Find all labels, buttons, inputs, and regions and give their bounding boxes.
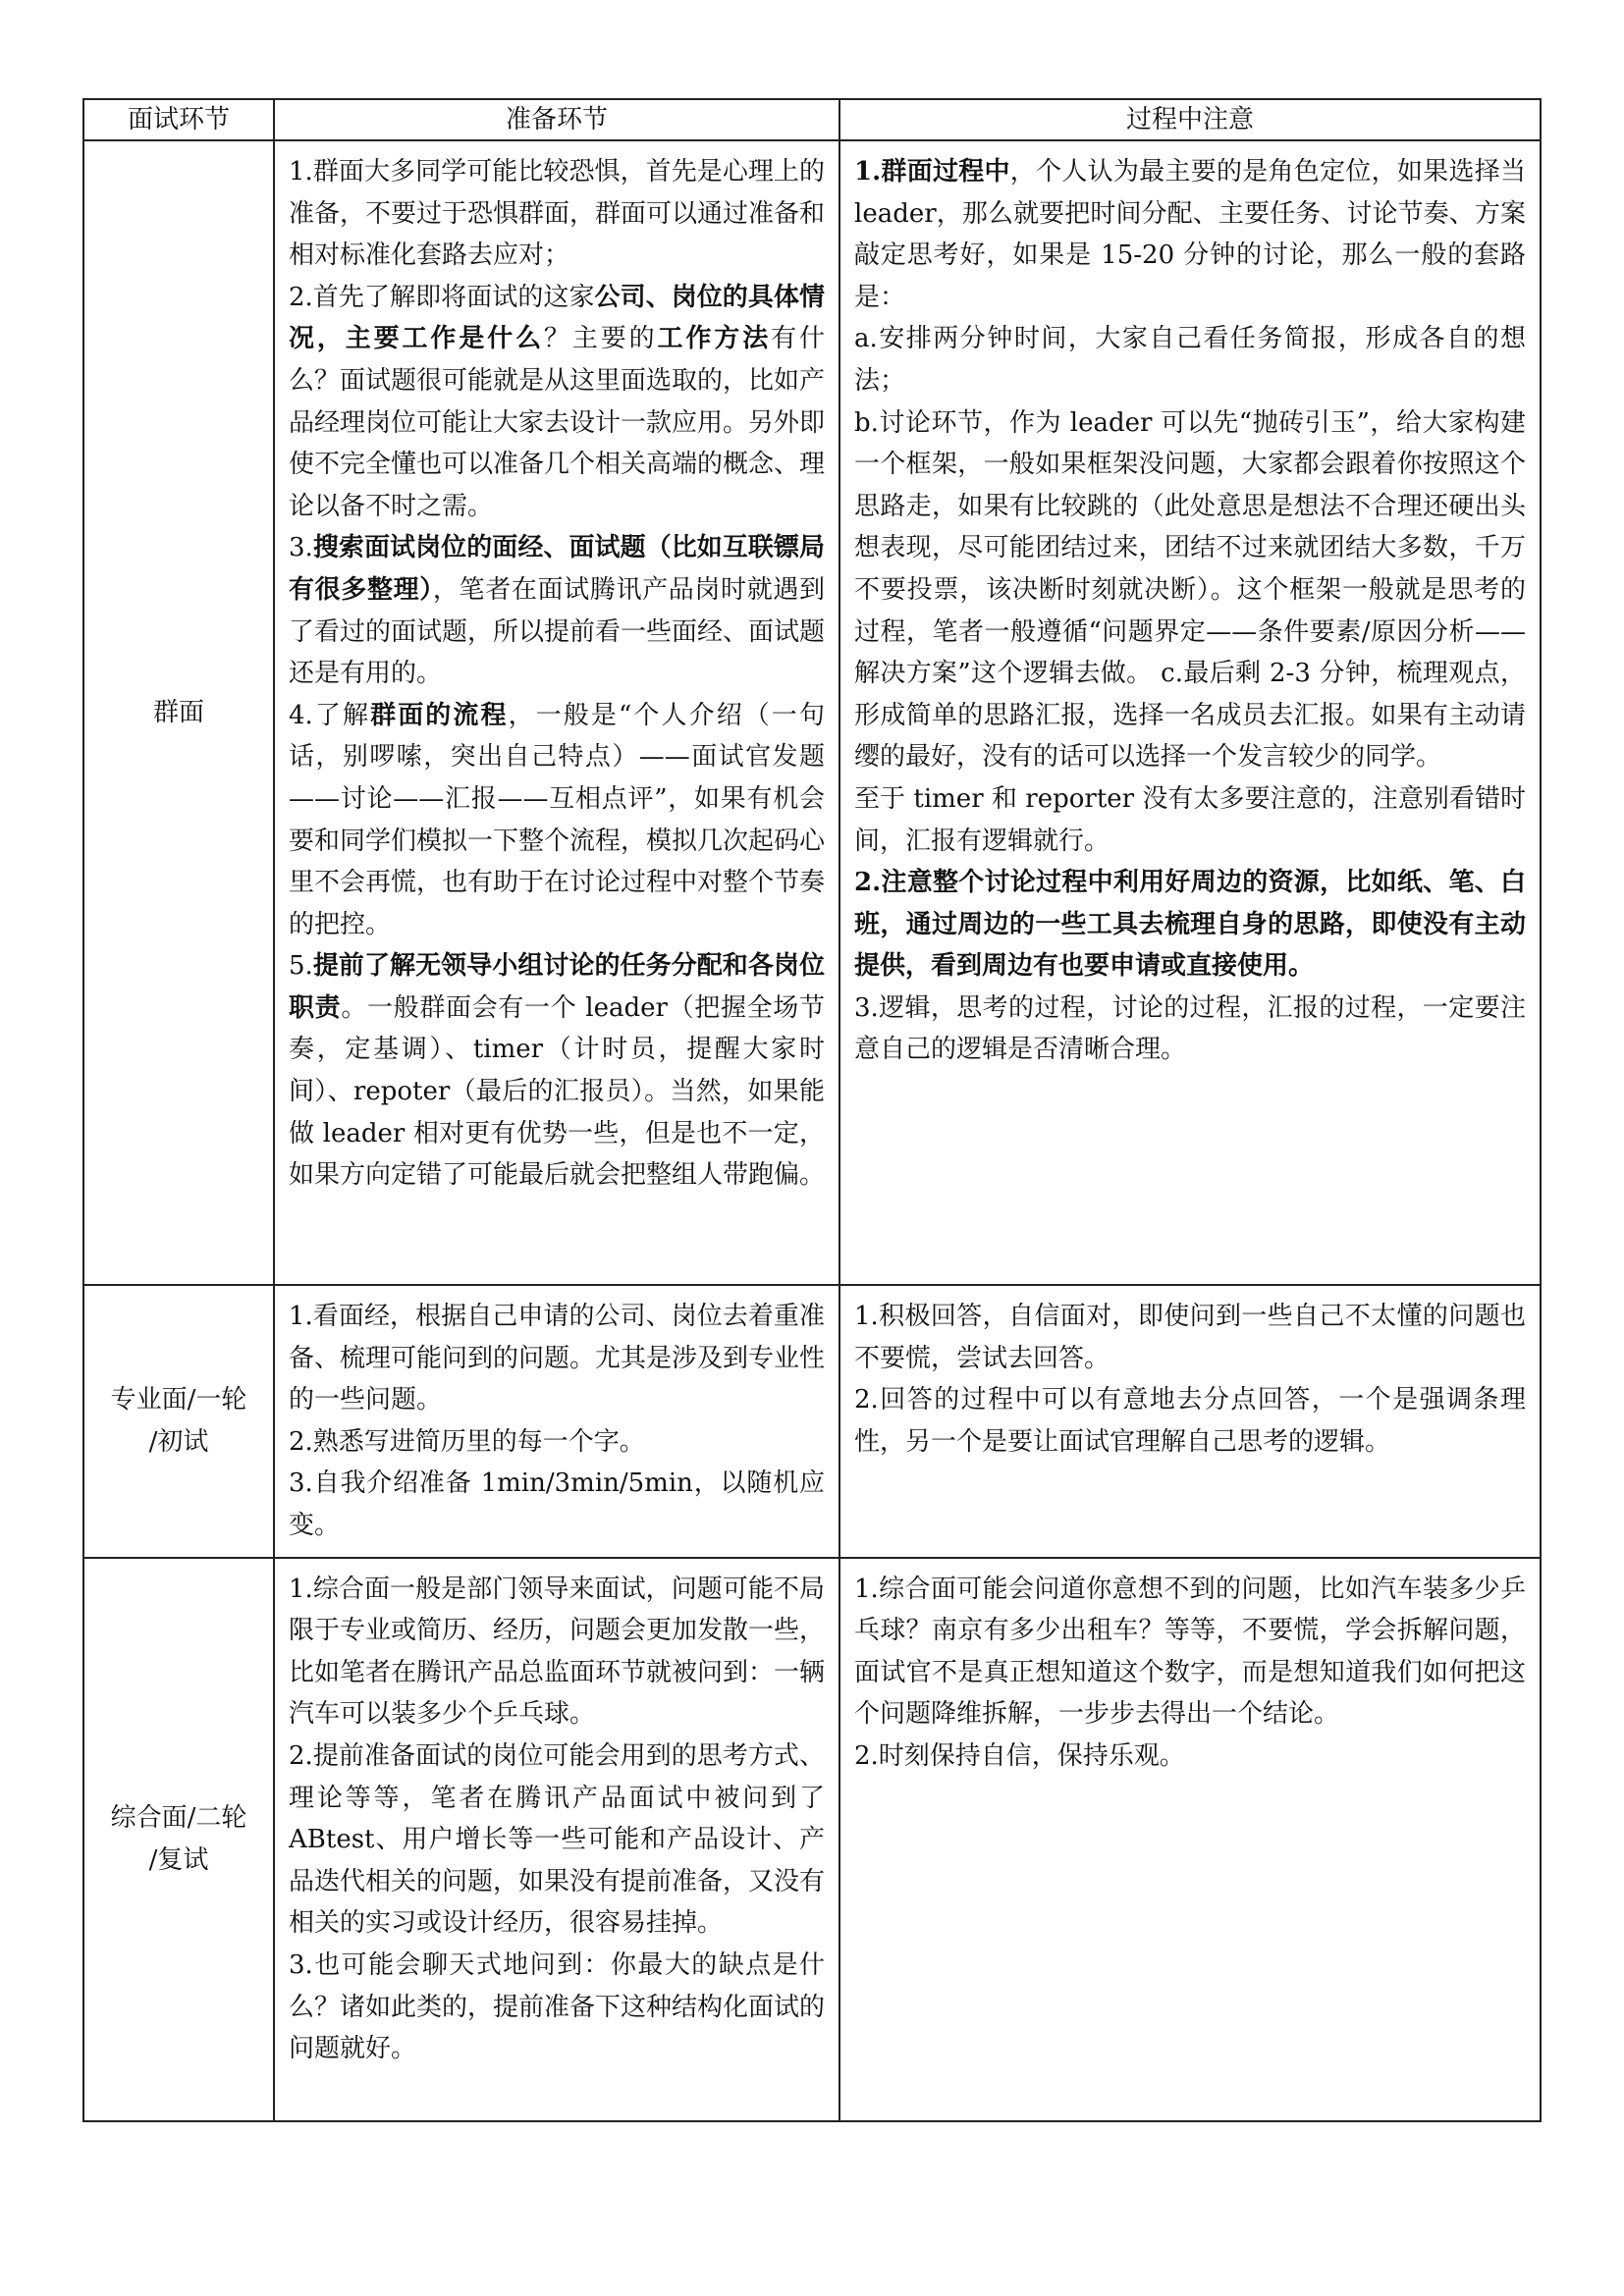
text-run: 2.熟悉写进简历里的每一个字。 <box>289 1426 645 1457</box>
stage-label: 群面 <box>152 697 204 727</box>
text-run: ，个人认为最主要的是角色定位，如果选择当 leader，那么就要把时间分配、主要任务、讨论节奏、方案敲定思考好，如果是 15-20 分钟的讨论，那么一般的套路是： <box>854 157 1526 312</box>
notes-cell <box>839 1558 1541 2121</box>
text-run: 2.时刻保持自信，保持乐观。 <box>854 1740 1185 1771</box>
note-item <box>854 318 1526 401</box>
text-run: 工作方法 <box>657 324 772 354</box>
prep-item <box>289 1421 825 1464</box>
header-notes: 过程中注意 <box>839 99 1541 140</box>
prep-item <box>289 945 825 1197</box>
stage-label: 综合面/二轮 <box>110 1802 247 1833</box>
stage-cell <box>83 1558 274 2121</box>
text-run: 2.注意整个讨论过程中利用好周边的资源，比如纸、笔、白班，通过周边的一些工具去梳理自身的思路，即使没有主动提供，看到周边有也要申请或直接使用。 <box>854 868 1526 982</box>
text-run: 1.综合面可能会问道你意想不到的问题，比如汽车装多少乒乓球？南京有多少出租车？等等，不要慌，学会拆解问题，面试官不是真正想知道这个数字，而是想知道我们如何把这个问题降维拆解，一步步去得出一个结论。 <box>854 1574 1526 1730</box>
prep-item <box>289 151 825 277</box>
note-item <box>854 1569 1526 1735</box>
text-run: a.安排两分钟时间，大家自己看任务简报，形成各自的想法； <box>854 324 1526 396</box>
stage-label: /初试 <box>148 1426 209 1457</box>
text-run: 2.首先了解即将面试的这家 <box>289 282 595 312</box>
text-run: 公司、岗位的具体情况，主要工作是什么 <box>289 282 825 354</box>
stage-label: /复试 <box>148 1844 209 1875</box>
text-run: 1.群面过程中 <box>854 157 1010 187</box>
prep-item <box>289 1945 825 2070</box>
header-stage: 面试环节 <box>83 99 274 140</box>
note-item <box>854 1735 1526 1778</box>
prep-item <box>289 1735 825 1945</box>
prep-item <box>289 1463 825 1546</box>
note-item <box>854 1296 1526 1379</box>
notes-cell <box>839 140 1541 1285</box>
stage-cell <box>83 140 274 1285</box>
stage-label: 专业面/一轮 <box>110 1385 247 1415</box>
text-run: 5. <box>289 951 313 982</box>
stage-cell <box>83 1285 274 1558</box>
prep-cell <box>274 1285 839 1558</box>
interview-stages-table <box>82 98 1542 2122</box>
text-run: 搜索面试岗位的面经、面试题（比如互联镖局有很多整理） <box>289 533 825 605</box>
text-run: 提前了解无领导小组讨论的任务分配和各岗位职责 <box>289 951 825 1023</box>
text-run: 4.了解 <box>289 700 371 730</box>
prep-item <box>289 527 825 694</box>
text-run: 3.自我介绍准备 1min/3min/5min，以随机应变。 <box>289 1468 825 1540</box>
text-run: ，笔者在面试腾讯产品岗时就遇到了看过的面试题，所以提前看一些面经、面试题还是有用的。 <box>289 574 826 689</box>
prep-cell <box>274 140 839 1285</box>
row-professional-interview <box>83 1285 1541 1558</box>
prep-item <box>289 695 825 946</box>
text-run: 2.提前准备面试的岗位可能会用到的思考方式、理论等等，笔者在腾讯产品面试中被问到了 ABtest、用户增长等一些可能和产品设计、产品迭代相关的问题，如果没有提前准备，又没有相关的实习或设计经历，很容易挂掉。 <box>289 1740 826 1939</box>
text-run: b.讨论环节，作为 leader 可以先“抛砖引玉”，给大家构建一个框架，一般如果框架没问题，大家都会跟着你按照这个思路走，如果有比较跳的（此处意思是想法不合理还硬出头想表现，尽可能团结过来，团结不过来就团结大多数，千万不要投票，该决断时刻就决断）。这个框架一般就是思考的过程，笔者一般遵循“问题界定——条件要素/原因分析——解决方案”这个逻辑去做。 c.最后剩 2-3 分钟，梳理观点，形成简单的思路汇报，选择一名成员去汇报。如果有主动请缨的最好，没有的话可以选择一个发言较少的同学。 <box>854 407 1526 773</box>
note-item <box>854 402 1526 778</box>
row-group-interview <box>83 140 1541 1285</box>
text-run: 2.回答的过程中可以有意地去分点回答，一个是强调条理性，另一个是要让面试官理解自己思考的逻辑。 <box>854 1385 1526 1457</box>
note-item <box>854 1379 1526 1463</box>
text-run: 3. <box>289 533 313 563</box>
text-run: 。一般群面会有一个 leader（把握全场节奏，定基调）、timer（计时员，提醒大家时间）、repoter（最后的汇报员）。当然，如果能做 leader 相对更有优势一些，但是也不一定，如果方向定错了可能最后就会把整组人带跑偏。 <box>289 992 826 1191</box>
note-item <box>854 778 1526 862</box>
text-run: 3.也可能会聊天式地问到：你最大的缺点是什么？诸如此类的，提前准备下这种结构化面试的问题就好。 <box>289 1949 826 2064</box>
notes-cell <box>839 1285 1541 1558</box>
note-item <box>854 151 1526 318</box>
text-run: 有什么？面试题很可能就是从这里面选取的，比如产品经理岗位可能让大家去设计一款应用。另外即使不完全懂也可以准备几个相关高端的概念、理论以备不时之需。 <box>289 324 826 521</box>
text-run: 至于 timer 和 reporter 没有太多要注意的，注意别看错时间，汇报有逻辑就行。 <box>854 783 1526 856</box>
prep-cell <box>274 1558 839 2121</box>
text-run: 群面的流程 <box>370 700 509 730</box>
text-run: ，一般是“个人介绍（一句话，别啰嗦，突出自己特点）——面试官发题——讨论——汇报——互相点评”，如果有机会要和同学们模拟一下整个流程，模拟几次起码心里不会再慌，也有助于在讨论过程中对整个节奏的把控。 <box>289 700 826 939</box>
text-run: 1.积极回答，自信面对，即使问到一些自己不太懂的问题也不要慌，尝试去回答。 <box>854 1302 1526 1373</box>
note-item <box>854 988 1526 1071</box>
text-run: 1.群面大多同学可能比较恐惧，首先是心理上的准备，不要过于恐惧群面，群面可以通过准备和相对标准化套路去应对； <box>289 157 826 271</box>
prep-item <box>289 1296 825 1421</box>
row-comprehensive-interview <box>83 1558 1541 2121</box>
prep-item <box>289 277 825 528</box>
text-run: 3.逻辑，思考的过程，讨论的过程，汇报的过程，一定要注意自己的逻辑是否清晰合理。 <box>854 992 1526 1065</box>
prep-item <box>289 1569 825 1735</box>
text-run: ？主要的 <box>543 324 658 354</box>
text-run: 1.综合面一般是部门领导来面试，问题可能不局限于专业或简历、经历，问题会更加发散一些，比如笔者在腾讯产品总监面环节就被问到：一辆汽车可以装多少个乒乓球。 <box>289 1574 826 1730</box>
header-preparation: 准备环节 <box>274 99 839 140</box>
note-item <box>854 862 1526 988</box>
header-row <box>83 99 1541 140</box>
text-run: 1.看面经，根据自己申请的公司、岗位去着重准备、梳理可能问到的问题。尤其是涉及到专业性的一些问题。 <box>289 1302 826 1415</box>
